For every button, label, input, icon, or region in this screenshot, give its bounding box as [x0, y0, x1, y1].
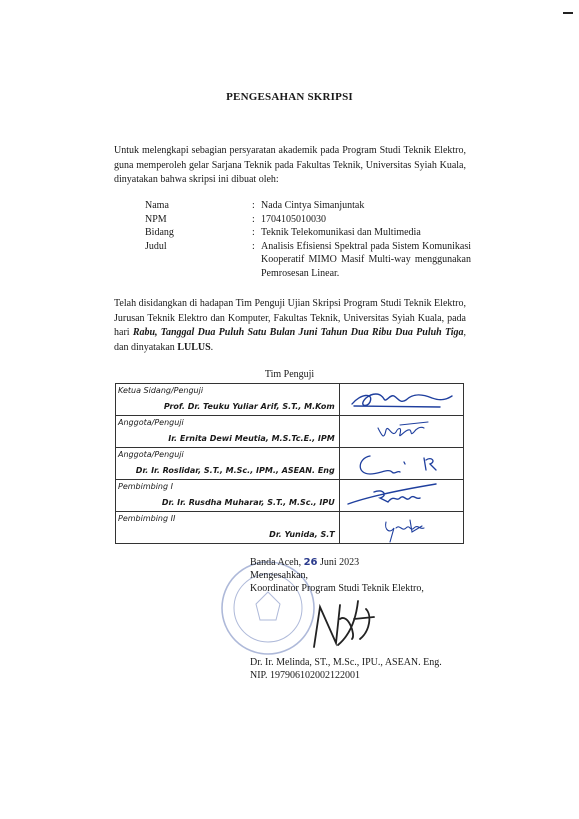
info-row-name [145, 199, 471, 213]
signature-5 [340, 512, 464, 543]
examiner-name: Ir. Ernita Dewi Meutia, M.S.Tc.E., IPM [168, 434, 335, 443]
info-row-field [145, 226, 471, 240]
approval-label: Mengesahkan, [250, 570, 309, 581]
signature-cell [339, 384, 463, 416]
date-month-year: Juni 2023 [317, 557, 360, 568]
examiner-role: Pembimbing II [118, 514, 176, 523]
defense-paragraph [114, 297, 466, 355]
info-value: Teknik Telekomunikasi dan Multimedia [261, 227, 421, 238]
examiner-name: Dr. Ir. Roslidar, S.T., M.Sc., IPM., ASEAN. Eng [135, 466, 335, 475]
examiner-cell [116, 480, 340, 512]
examiner-cell [116, 384, 340, 416]
signature-3 [340, 448, 464, 479]
examiner-name: Prof. Dr. Teuku Yuliar Arif, S.T., M.Kom [163, 402, 335, 411]
table-row [116, 512, 464, 544]
defense-lead: Telah disidangkan di hadapan Tim Penguji Ujian Skripsi Program Studi Teknik Elektro, Jurusan Teknik Elektro dan Komputer, Fakultas Teknik, Universitas Syiah Kuala, pada hari [114, 298, 466, 338]
signature-cell [339, 512, 463, 544]
examiner-name: Dr. Ir. Rusdha Muharar, S.T., M.Sc., IPU [161, 498, 335, 507]
defense-end: . [210, 341, 214, 353]
signature-2 [340, 416, 464, 447]
info-row-title [145, 240, 471, 281]
page-title: PENGESAHAN SKRIPSI [226, 91, 353, 103]
signature-4 [340, 480, 464, 511]
defense-date: Rabu, Tanggal Dua Puluh Satu Bulan Juni Tahun Dua Ribu Dua Puluh Tiga [132, 327, 464, 338]
info-label: Nama [145, 200, 169, 211]
info-value: Analisis Efisiensi Spektral pada Sistem Komunikasi Kooperatif MIMO Masif Multi-way menggunakan Pemrosesan Linear. [261, 240, 471, 279]
panel-title: Tim Penguji [264, 369, 315, 380]
signature-1 [340, 384, 464, 415]
examiner-cell [116, 448, 340, 480]
date-day: 26 [303, 557, 318, 568]
table-row [116, 448, 464, 480]
intro-paragraph: Untuk melengkapi sebagian persyaratan akademik pada Program Studi Teknik Elektro, guna memperoleh gelar Sarjana Teknik pada Fakultas Teknik, Universitas Syiah Kuala, dinyatakan bahwa skripsi ini dibuat oleh: [114, 145, 466, 185]
coordinator-title: Koordinator Program Studi Teknik Elektro, [250, 583, 424, 594]
signature-cell [339, 416, 463, 448]
examiner-cell [116, 512, 340, 544]
examiner-role: Pembimbing I [118, 482, 173, 491]
signer-nip: NIP. 197906102002122001 [250, 670, 361, 681]
info-label: NPM [145, 213, 167, 225]
date-place: Banda Aceh, [250, 557, 304, 568]
info-separator: : [252, 213, 255, 225]
corner-mark [563, 12, 573, 14]
info-separator: : [252, 240, 255, 252]
defense-mid: , dan dinyatakan [114, 327, 466, 353]
examiner-role: Anggota/Penguji [118, 450, 184, 459]
info-label: Judul [145, 240, 167, 252]
coordinator-signature [300, 595, 420, 653]
table-row [116, 384, 464, 416]
defense-result: LULUS [177, 341, 211, 353]
examiner-name: Dr. Yunida, S.T [269, 530, 335, 539]
student-info [145, 199, 471, 280]
signature-cell [339, 448, 463, 480]
info-value: 1704105010030 [261, 213, 326, 225]
signer-name: Dr. Ir. Melinda, ST., M.Sc., IPU., ASEAN. Eng. [250, 657, 442, 668]
info-value: Nada Cintya Simanjuntak [261, 200, 365, 211]
date-line [250, 556, 359, 569]
examiner-table [115, 383, 464, 544]
table-row [116, 480, 464, 512]
table-row [116, 416, 464, 448]
info-row-npm [145, 213, 471, 227]
examiner-role: Ketua Sidang/Penguji [118, 386, 204, 395]
info-label: Bidang [145, 227, 174, 238]
examiner-role: Anggota/Penguji [118, 418, 184, 427]
examiner-cell [116, 416, 340, 448]
info-separator: : [252, 200, 255, 211]
signature-cell [339, 480, 463, 512]
info-separator: : [252, 227, 255, 238]
